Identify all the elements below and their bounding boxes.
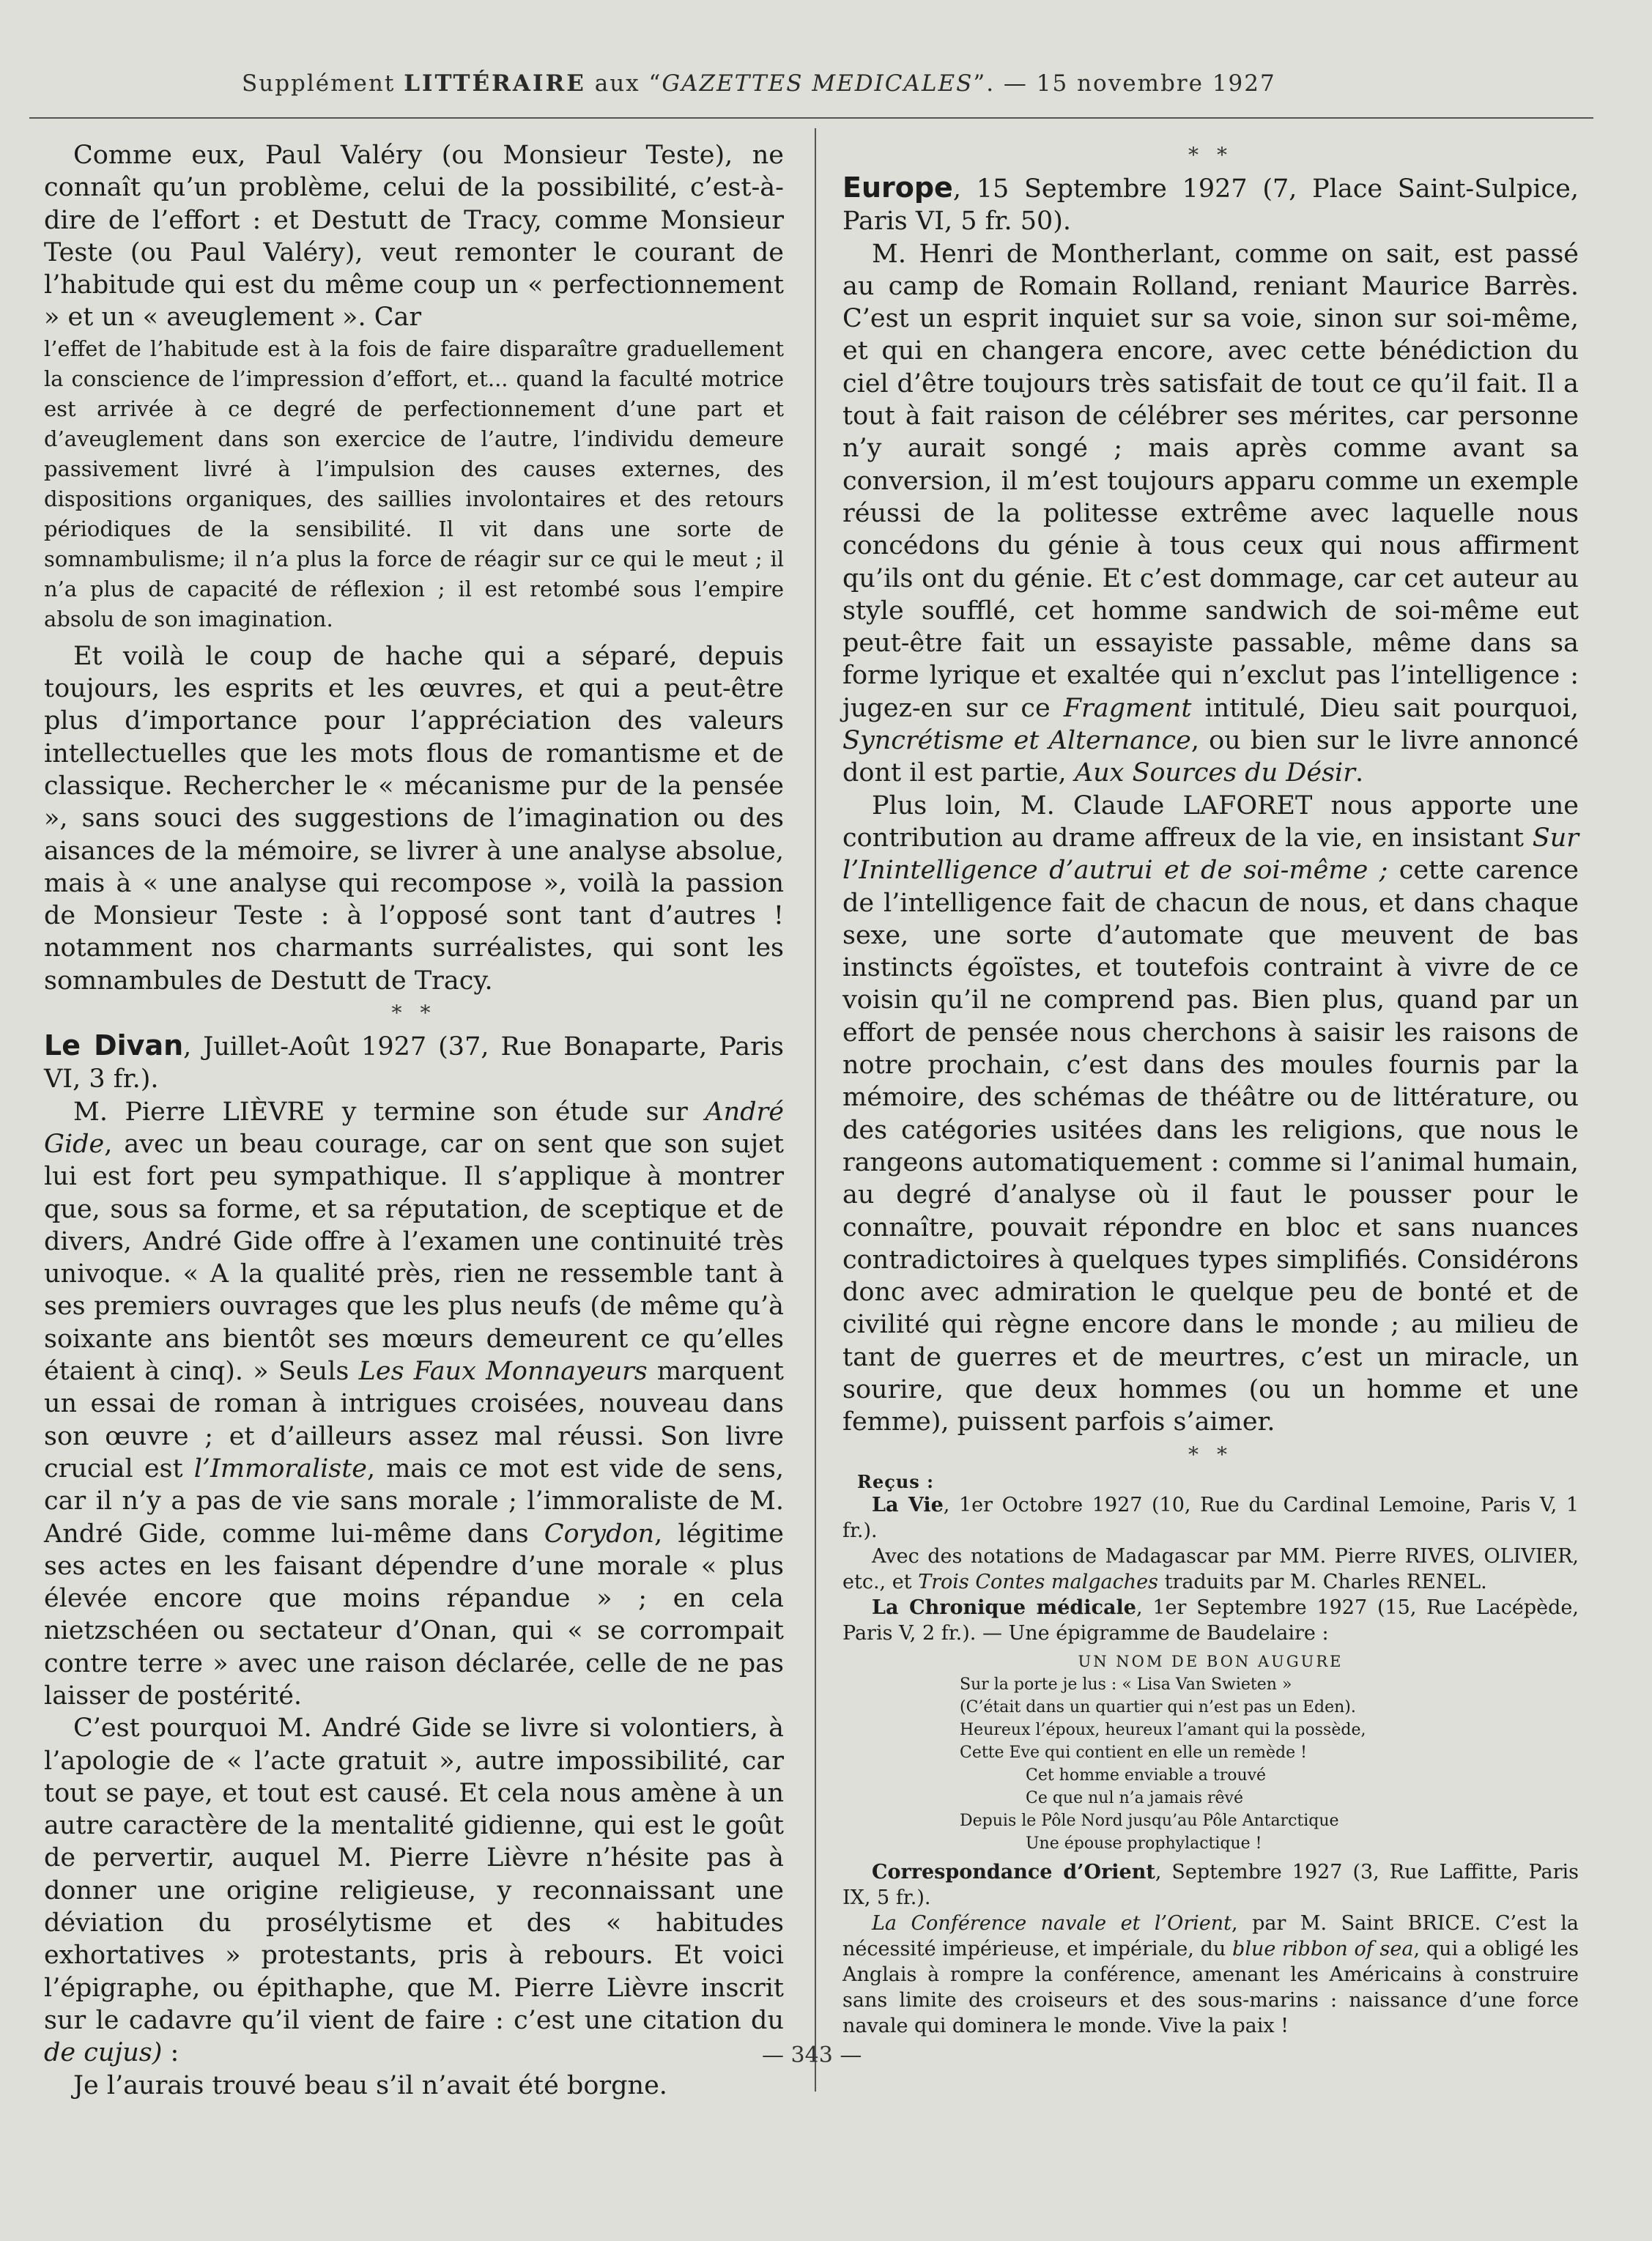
section-separator: * * <box>1188 143 1233 167</box>
paragraph <box>842 238 1579 790</box>
poem-line: Heureux l’époux, heureux l’amant qui la possède, <box>960 1720 1366 1739</box>
poem-line: Cette Eve qui contient en elle un remède ! <box>960 1743 1307 1762</box>
italic-text: Aux Sources du Désir <box>1074 758 1355 788</box>
review-heading <box>842 171 1579 238</box>
review-title: Le Divan <box>44 1029 184 1062</box>
review-title: La Chronique médicale <box>872 1596 1136 1619</box>
poem-line: Ce que nul n’a jamais rêvé <box>1026 1788 1243 1807</box>
italic-text: Corydon <box>544 1519 655 1549</box>
section-separator: * * <box>391 1001 437 1026</box>
text: . <box>1355 758 1364 788</box>
paragraph <box>842 790 1579 1439</box>
poem-title: UN NOM DE BON AUGURE <box>1078 1652 1344 1670</box>
poem-line: Cet homme enviable a trouvé <box>1026 1766 1267 1785</box>
text: , avec un beau courage, car on sent que son sujet lui est fort peu sympathique. Il s’applique à montrer que, sous sa forme, et sa réputation, de sceptique et de divers, André Gide offre à l’examen une continuité très univoque. « A la qualité près, rien ne ressemble tant à ses premiers ouvrages que les plus neufs (de même qu’à soixante ans bientôt ses mœurs demeurent ce qu’elles étaient à cinq). » Seuls <box>44 1129 784 1387</box>
text: , par M. Saint BRICE. C’est la nécessité impérieuse, et impériale, du <box>842 1911 1579 1960</box>
review-info: , 15 Septembre 1927 (7, Place Saint-Sulpice, Paris VI, 5 fr. 50). <box>842 174 1579 237</box>
italic-text: de cujus) <box>44 2038 163 2068</box>
text: , ou bien sur le livre annoncé dont il est partie, <box>842 726 1579 788</box>
section-separator: * * <box>1188 1442 1233 1467</box>
text: Avec des notations de Madagascar par MM. Pierre RIVES, OLIVIER, etc., et <box>842 1544 1579 1593</box>
review-info: , Juillet-Août 1927 (37, Rue Bonaparte, Paris VI, 3 fr.). <box>44 1032 784 1094</box>
paragraph <box>44 1096 784 1713</box>
left-column <box>44 139 784 2102</box>
review-info: , 1er Septembre 1927 (15, Rue Lacépède, Paris V, 2 fr.). — Une épigramme de Baudelaire : <box>842 1596 1579 1645</box>
italic-text: Sur l’Inintelligence d’autrui et de soi-même ; <box>842 823 1579 886</box>
text: cette carence de l’intelligence fait de chacun de nous, et dans chaque sexe, une sorte d’automate que meuvent de bas instincts égoïstes, et toutefois contraint à vivre de ce voisin qu’il ne comprend pas. Bien plus, quand par un effort de pensée nous cherchons à saisir les raisons de notre prochain, c’est dans des moules fournis par la mémoire, des schémas de théâtre ou de littérature, ou des catégories usitées dans les religions, que nous le rangeons automatiquement : comme si l’animal humain, au degré d’analyse où il faut le pousser pour le connaître, pouvait répondre en bloc et sans nuances contradictoires à quelques types simplifiés. Considérons donc avec admiration le quelque peu de bonté et de civilité qui règne encore dans le monde ; au milieu de tant de guerres et de meurtres, c’est un miracle, un sourire, que deux hommes (ou un homme et une femme), puissent parfois s’aimer. <box>842 856 1579 1437</box>
poem-line: Sur la porte je lus : « Lisa Van Swieten » <box>960 1675 1292 1694</box>
header-bold: LITTÉRAIRE <box>404 70 586 97</box>
text: : <box>162 2038 179 2068</box>
italic-text: Syncrétisme et Alternance <box>842 726 1191 756</box>
text: , qui a obligé les Anglais à rompre la conférence, amenant les Américains à construire sans limite des croiseurs et des sous-marins : naissance d’une force navale qui dominera le monde. Vive la paix ! <box>842 1937 1579 2037</box>
header-prefix: Supplément <box>242 70 396 97</box>
paragraph <box>44 1712 784 2069</box>
header-italic: GAZETTES MEDICALES <box>662 70 974 97</box>
review-heading <box>842 1595 1579 1646</box>
text: marquent un essai de roman à intrigues croisées, nouveau dans son œuvre ; et d’ailleurs assez mal réussi. Son livre crucial est <box>44 1357 784 1483</box>
paragraph: Et voilà le coup de hache qui a séparé, depuis toujours, les esprits et les œuvres, et qui a peut-être plus d’importance pour l’appréciation des valeurs intellectuelles que les mots flous de romantisme et de classique. Rechercher le « mécanisme pur de la pensée », sans souci des suggestions de l’imagination ou des aisances de la mémoire, se livrer à une analyse absolue, mais à « une analyse qui recompose », voilà la passion de Monsieur Teste : à l’opposé sont tant d’autres ! notamment nos charmants surréalistes, qui sont les somnambules de Destutt de Tracy. <box>44 641 784 996</box>
review-info: , Septembre 1927 (3, Rue Laffitte, Paris IX, 5 fr.). <box>842 1860 1579 1909</box>
text: M. Pierre LIÈVRE y termine son étude sur <box>73 1097 705 1127</box>
poem-line: Une épouse prophylactique ! <box>1026 1834 1262 1853</box>
header-rule <box>29 117 1593 119</box>
italic-text: blue ribbon of sea <box>1232 1937 1414 1960</box>
received-heading: Reçus : <box>857 1470 935 1492</box>
review-title: La Vie <box>872 1493 944 1516</box>
italic-text: Fragment <box>1063 693 1192 723</box>
text: M. Henri de Montherlant, comme on sait, est passé au camp de Romain Rolland, reniant Maurice Barrès. C’est un esprit inquiet sur sa voie, sinon sur soi-même, et qui en changera encore, avec cette bénédiction du ciel d’être toujours très satisfait de tout ce qu’il fait. Il a tout à fait raison de célébrer ses mérites, car personne n’y aurait songé ; mais après comme avant sa conversion, il m’est toujours apparu comme un exemple réussi de la politesse extrême avec laquelle nous concédons du génie à tous ceux qui nous affirment qu’ils ont du génie. Et c’est dommage, car cet auteur au style soufflé, cet homme sandwich de soi-même eut peut-être fait un essayiste passable, même dans sa forme lyrique et exaltée qui n’exclut pas l’intelligence : jugez-en sur ce <box>842 239 1579 723</box>
paragraph: Comme eux, Paul Valéry (ou Monsieur Teste), ne connaît qu’un problème, celui de la possibilité, c’est-à-dire de l’effort : et Destutt de Tracy, comme Monsieur Teste (ou Paul Valéry), veut remonter le courant de l’habitude qui est du même coup un « perfectionnement » et un « aveuglement ». Car <box>44 141 784 333</box>
italic-text: La Conférence navale et l’Orient <box>872 1911 1232 1935</box>
poem <box>842 1651 1579 1855</box>
text: intitulé, Dieu sait pourquoi, <box>1191 693 1579 723</box>
paragraph <box>842 1544 1579 1595</box>
paragraph <box>842 1911 1579 2039</box>
review-heading <box>44 1029 784 1096</box>
page-number: — 343 — <box>762 2042 862 2068</box>
review-heading <box>842 1492 1579 1544</box>
header-suffix: ”. — 15 novembre 1927 <box>973 70 1276 97</box>
header-mid: aux “ <box>594 70 662 97</box>
running-header <box>242 70 1341 97</box>
text: Plus loin, M. Claude LAFORET nous apporte une contribution au drame affreux de la vie, en insistant <box>842 790 1579 853</box>
poem-line: (C’était dans un quartier qui n’est pas un Eden). <box>960 1697 1356 1716</box>
italic-text: Les Faux Monnayeurs <box>358 1357 648 1387</box>
text: traduits par M. Charles RENEL. <box>1158 1570 1487 1593</box>
italic-text: l’Immoraliste <box>193 1453 368 1483</box>
block-quote: l’effet de l’habitude est à la fois de faire disparaître graduellement la conscience de l’impression d’effort, et... quand la faculté motrice est arrivée à ce degré de perfectionnement d’une part et d’aveuglement dans son exercice de l’autre, l’individu demeure passivement livré à l’impulsion des causes externes, des dispositions organiques, des saillies involontaires et des retours périodiques de la sensibilité. Il vit dans une sorte de somnambulisme; il n’a plus la force de réagir sur ce qui le meut ; il n’a plus de capacité de réflexion ; il est retombé sous l’empire absolu de son imagination. <box>44 336 784 631</box>
review-heading <box>842 1859 1579 1911</box>
poem-line: Depuis le Pôle Nord jusqu’au Pôle Antarctique <box>960 1811 1339 1830</box>
column-divider <box>815 128 816 2092</box>
text: , mais ce mot est vide de sens, car il n’y a pas de vie sans morale ; l’immoraliste de M. André Gide, comme lui-même dans <box>44 1453 784 1549</box>
paragraph: Je l’aurais trouvé beau s’il n’avait été borgne. <box>73 2070 667 2100</box>
review-title: Correspondance d’Orient <box>872 1860 1155 1883</box>
text: , légitime ses actes en les faisant dépendre d’une morale « plus élevée encore que moins répandue » ; en cela nietzschéen ou sectateur d’Onan, qui « se corrompait contre terre » avec une raison déclarée, celle de ne pas laisser de postérité. <box>44 1519 784 1711</box>
review-title: Europe <box>842 171 953 204</box>
italic-text: André Gide <box>44 1097 784 1159</box>
italic-text: Trois Contes malgaches <box>918 1570 1158 1593</box>
review-info: , 1er Octobre 1927 (10, Rue du Cardinal Lemoine, Paris V, 1 fr.). <box>842 1493 1579 1542</box>
text: C’est pourquoi M. André Gide se livre si volontiers, à l’apologie de « l’acte gratuit », autre impossibilité, car tout se paye, et tout est causé. Et cela nous amène à un autre caractère de la mentalité gidienne, qui est le goût de pervertir, auquel M. Pierre Lièvre n’hésite pas à donner une origine religieuse, y reconnaissant une déviation du prosélytisme et des « habitudes exhortatives » protestants, pris à rebours. Et voici l’épigraphe, ou épithaphe, que M. Pierre Lièvre inscrit sur le cadavre qu’il vient de faire : c’est une citation du <box>44 1714 784 2035</box>
right-column <box>842 139 1579 2039</box>
